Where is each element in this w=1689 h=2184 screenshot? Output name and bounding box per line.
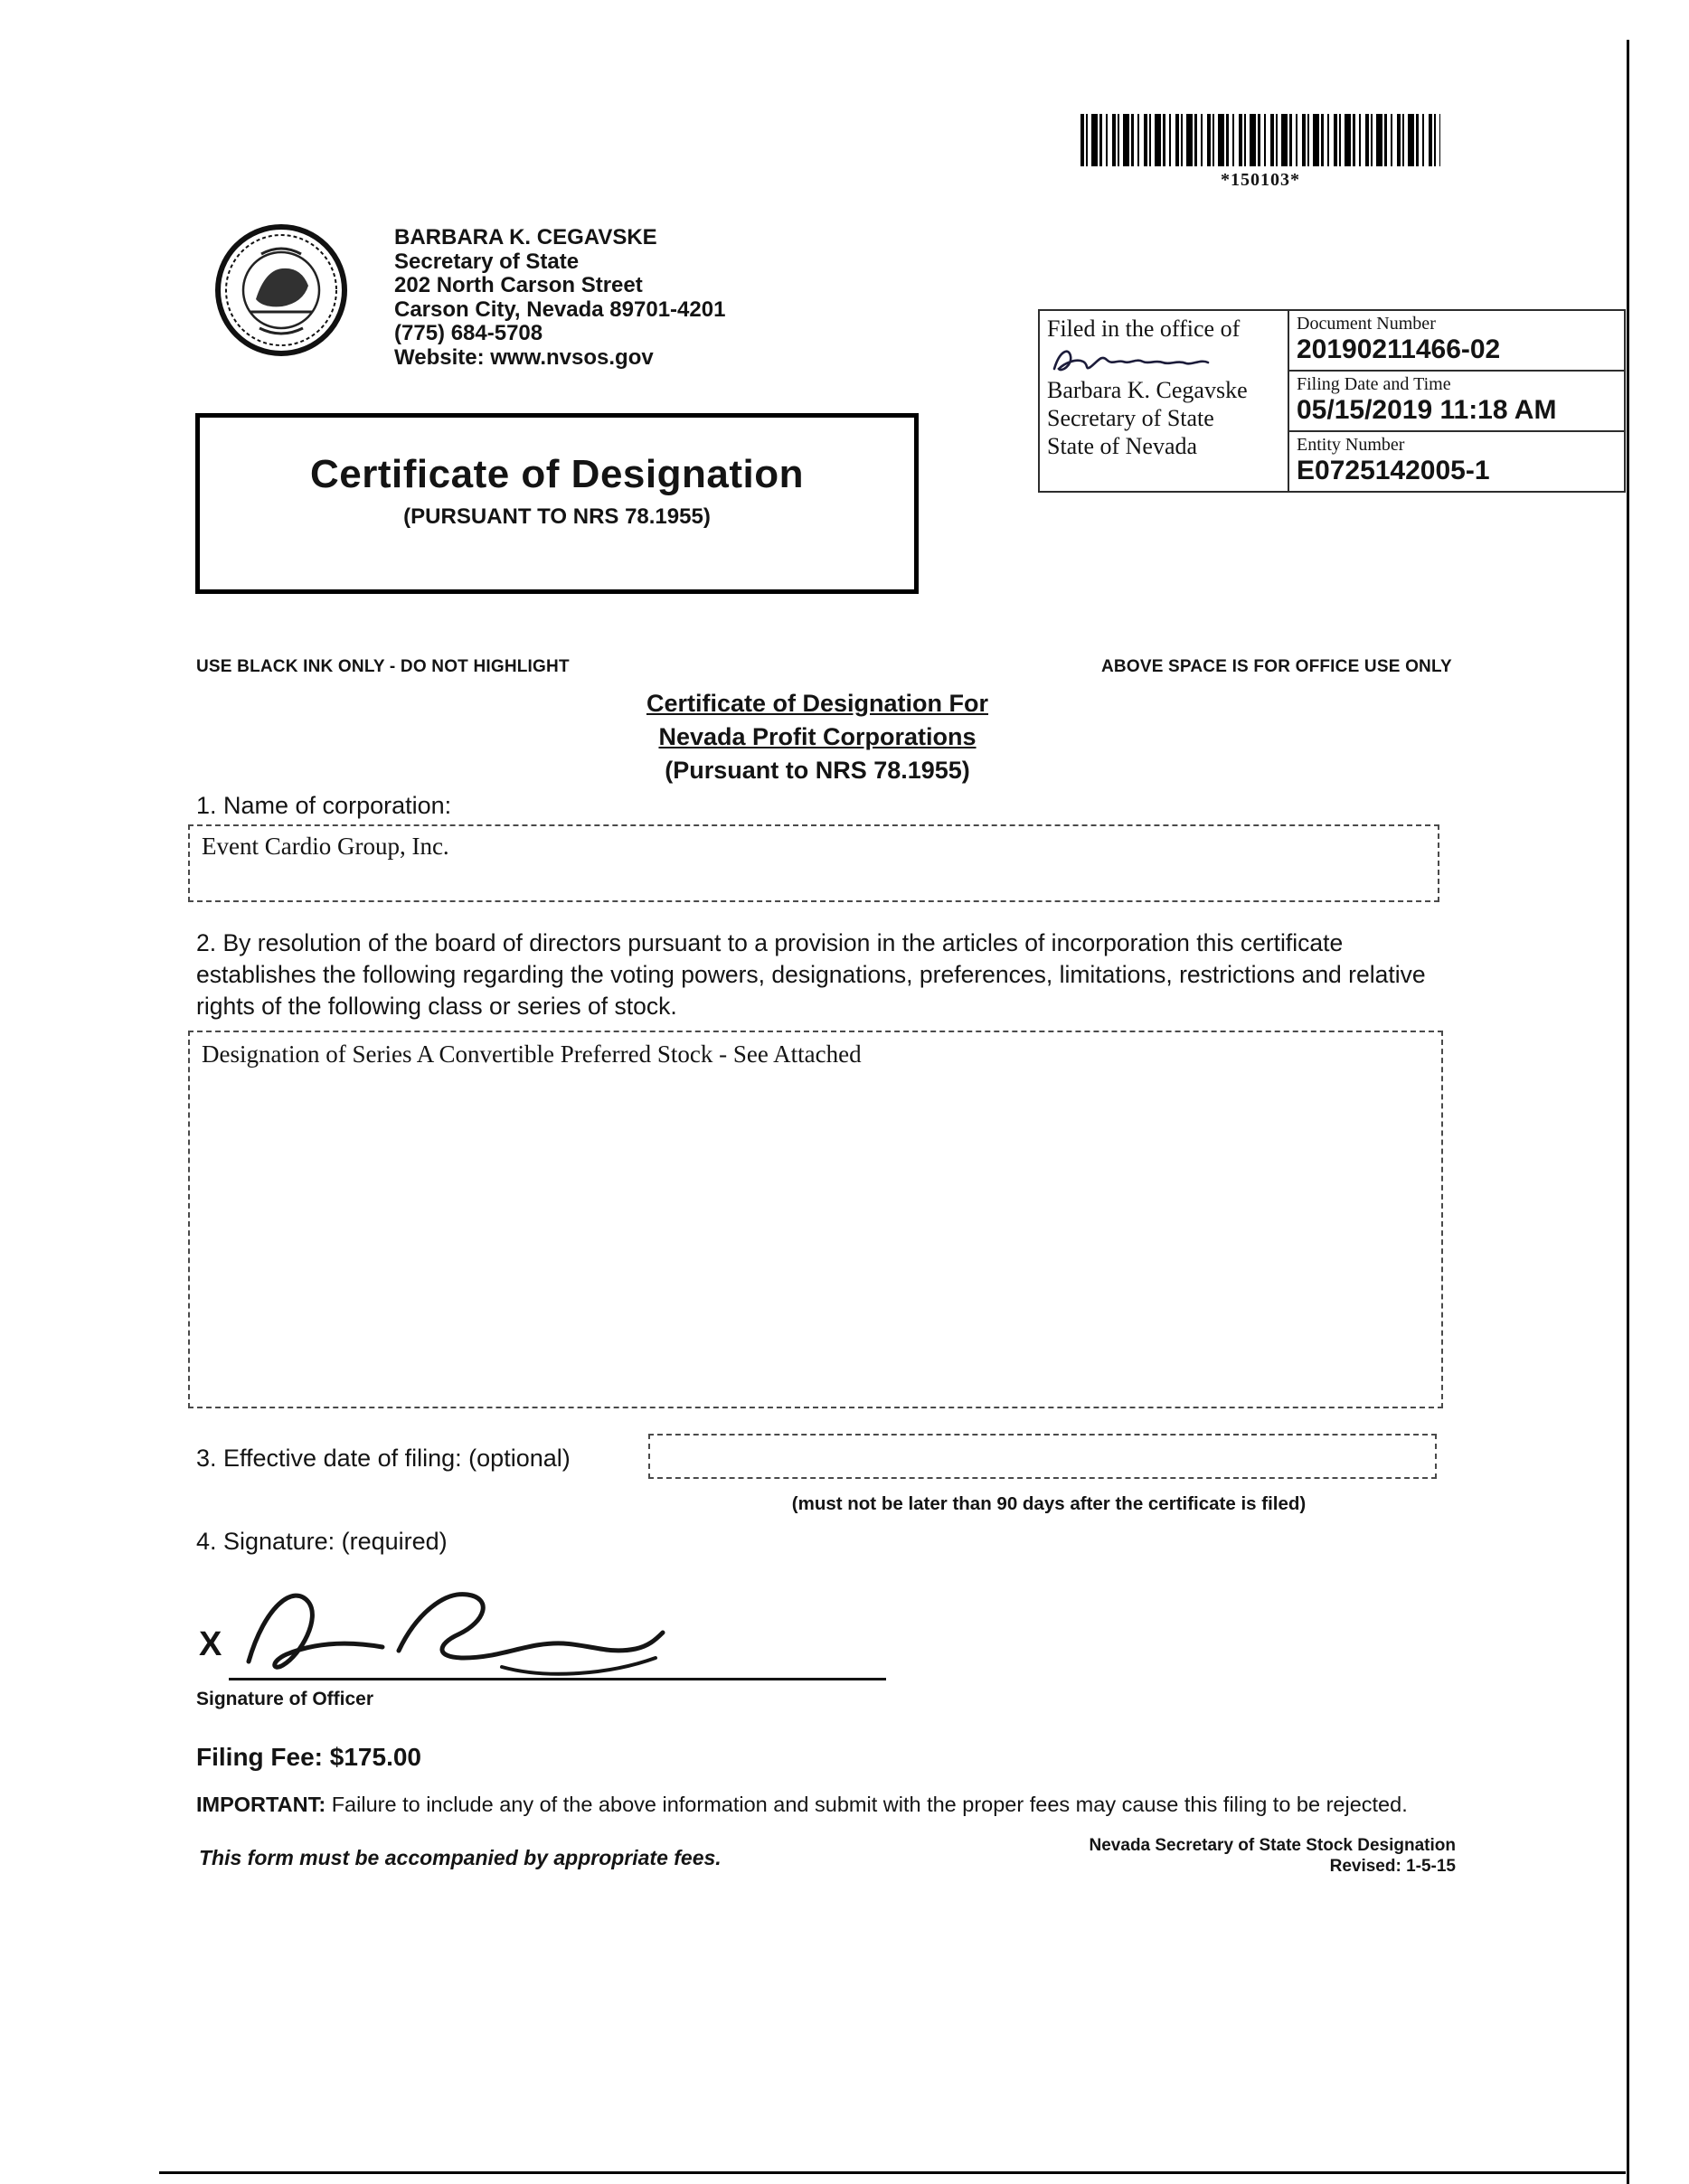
filing-date-value: 05/15/2019 11:18 AM bbox=[1297, 395, 1557, 425]
officer-state: State of Nevada bbox=[1047, 433, 1198, 459]
officer-signature-icon bbox=[231, 1575, 683, 1681]
document-title-box bbox=[195, 413, 919, 594]
letterhead-website: Website: www.nvsos.gov bbox=[394, 344, 654, 370]
fees-note: This form must be accompanied by appropriate fees. bbox=[199, 1846, 722, 1869]
signature-caption: Signature of Officer bbox=[196, 1689, 374, 1709]
scan-artifact-vertical-line bbox=[1627, 40, 1629, 2184]
document-number-label: Document Number bbox=[1297, 314, 1436, 334]
signature-line bbox=[229, 1678, 886, 1680]
form-heading-line1: Certificate of Designation For bbox=[646, 690, 989, 717]
letterhead-address2: Carson City, Nevada 89701-4201 bbox=[394, 297, 726, 322]
form-id-line1: Nevada Secretary of State Stock Designation bbox=[1089, 1836, 1456, 1855]
form-id-block bbox=[1040, 1835, 1456, 1877]
form-heading bbox=[302, 687, 1333, 787]
scan-artifact-bottom-line bbox=[159, 2171, 1626, 2174]
barcode-icon bbox=[1080, 114, 1440, 166]
document-number-row bbox=[1289, 311, 1624, 372]
letterhead-title: Secretary of State bbox=[394, 249, 580, 274]
entity-number-row bbox=[1289, 432, 1624, 491]
document-title: Certificate of Designation bbox=[310, 452, 804, 496]
form-heading-line2: Nevada Profit Corporations bbox=[658, 723, 977, 750]
important-text: Failure to include any of the above information and submit with the proper fees may cause this filing to be rejected. bbox=[331, 1793, 1408, 1816]
state-officer-signature-icon bbox=[1049, 344, 1221, 376]
letterhead-address1: 202 North Carson Street bbox=[394, 273, 643, 297]
entity-number-value: E0725142005-1 bbox=[1297, 456, 1490, 485]
section4-label: 4. Signature: (required) bbox=[196, 1528, 448, 1555]
corporation-name-value: Event Cardio Group, Inc. bbox=[202, 833, 449, 860]
letterhead-name: BARBARA K. CEGAVSKE bbox=[394, 225, 657, 249]
entity-number-label: Entity Number bbox=[1297, 435, 1405, 455]
ink-instruction: USE BLACK INK ONLY - DO NOT HIGHLIGHT bbox=[196, 657, 570, 676]
filing-stamp bbox=[1038, 309, 1626, 493]
filing-date-label: Filing Date and Time bbox=[1297, 374, 1451, 394]
form-heading-line3: (Pursuant to NRS 78.1955) bbox=[665, 757, 970, 784]
document-subtitle: (PURSUANT TO NRS 78.1955) bbox=[403, 504, 711, 529]
barcode-number: *150103* bbox=[1221, 170, 1300, 190]
form-id-line2: Revised: 1-5-15 bbox=[1329, 1857, 1456, 1876]
document-number-value: 20190211466-02 bbox=[1297, 334, 1501, 364]
filing-stamp-office bbox=[1040, 311, 1289, 491]
officer-title: Secretary of State bbox=[1047, 405, 1214, 431]
filed-in-office-text: Filed in the office of bbox=[1047, 315, 1241, 342]
letterhead-phone: (775) 684-5708 bbox=[394, 321, 543, 345]
corporation-name-field bbox=[188, 824, 1439, 902]
signature-x-mark: X bbox=[199, 1625, 222, 1663]
filing-fee: Filing Fee: $175.00 bbox=[196, 1743, 421, 1771]
barcode-block bbox=[1080, 114, 1440, 191]
filing-date-row bbox=[1289, 372, 1624, 432]
letterhead bbox=[394, 226, 725, 370]
designation-field bbox=[188, 1031, 1443, 1408]
effective-date-field bbox=[648, 1434, 1437, 1479]
section1-label: 1. Name of corporation: bbox=[196, 792, 452, 819]
office-use-instruction: ABOVE SPACE IS FOR OFFICE USE ONLY bbox=[1101, 657, 1452, 676]
important-label: IMPORTANT: bbox=[196, 1793, 326, 1816]
important-notice bbox=[196, 1793, 1462, 1817]
section2-label: 2. By resolution of the board of directors pursuant to a provision in the articles of incorporation this certificate establishes the following regarding the voting powers, designations, preferences, limitations, restrictions and relative rights of the following class or series of stock. bbox=[196, 929, 1426, 1020]
section3-label: 3. Effective date of filing: (optional) bbox=[196, 1445, 571, 1472]
nevada-state-seal-icon bbox=[214, 223, 348, 357]
officer-name: Barbara K. Cegavske bbox=[1047, 377, 1248, 403]
effective-date-note: (must not be later than 90 days after the certificate is filed) bbox=[791, 1493, 1307, 1514]
filing-stamp-fields bbox=[1289, 311, 1624, 491]
designation-value: Designation of Series A Convertible Preferred Stock - See Attached bbox=[202, 1040, 862, 1068]
